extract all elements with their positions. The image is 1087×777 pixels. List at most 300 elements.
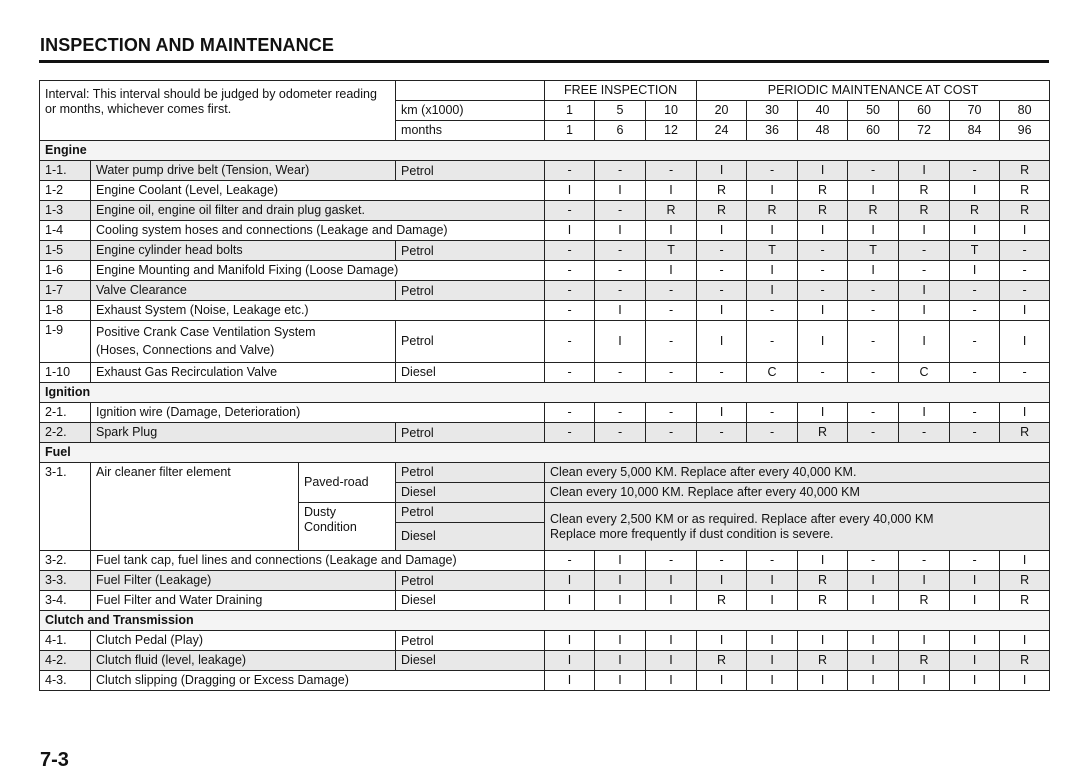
km-value: 60 xyxy=(899,101,950,121)
interval-cell: - xyxy=(950,363,1000,383)
fuel-type: Petrol xyxy=(396,281,545,301)
interval-cell: I xyxy=(595,591,646,611)
months-value: 96 xyxy=(1000,121,1050,141)
interval-cell: I xyxy=(950,671,1000,691)
interval-cell: I xyxy=(798,631,848,651)
item-number: 1-4 xyxy=(40,221,91,241)
interval-cell: I xyxy=(1000,551,1050,571)
interval-cell: R xyxy=(798,571,848,591)
item-name: Engine Coolant (Level, Leakage) xyxy=(91,181,545,201)
table-row xyxy=(40,403,1050,423)
interval-cell: - xyxy=(1000,281,1050,301)
interval-cell: I xyxy=(1000,403,1050,423)
item-name-line2: (Hoses, Connections and Valve) xyxy=(96,343,275,357)
interval-cell: - xyxy=(545,403,595,423)
interval-cell: I xyxy=(848,261,899,281)
interval-cell: I xyxy=(595,181,646,201)
interval-cell: R xyxy=(697,181,747,201)
interval-cell: I xyxy=(899,631,950,651)
interval-cell: I xyxy=(697,221,747,241)
interval-cell: I xyxy=(545,651,595,671)
page-title: INSPECTION AND MAINTENANCE xyxy=(40,35,334,55)
interval-cell: - xyxy=(545,301,595,321)
interval-cell: - xyxy=(697,363,747,383)
interval-cell: - xyxy=(798,281,848,301)
section-row-ignition xyxy=(40,383,1050,403)
km-value: 40 xyxy=(798,101,848,121)
item-number: 4-2. xyxy=(40,651,91,671)
interval-cell: - xyxy=(545,261,595,281)
interval-cell: I xyxy=(747,571,798,591)
fuel-type: Diesel xyxy=(396,483,545,503)
interval-cell: I xyxy=(595,671,646,691)
item-number: 3-2. xyxy=(40,551,91,571)
interval-cell: - xyxy=(950,301,1000,321)
interval-cell: I xyxy=(646,631,697,651)
interval-cell: - xyxy=(545,551,595,571)
item-name: Fuel tank cap, fuel lines and connections (Leakage and Damage) xyxy=(91,551,545,571)
item-number: 2-1. xyxy=(40,403,91,423)
interval-cell: - xyxy=(545,161,595,181)
interval-cell: I xyxy=(747,651,798,671)
interval-cell: R xyxy=(798,591,848,611)
interval-note-line1: Interval: This interval should be judged by odometer reading xyxy=(45,87,377,101)
item-number: 1-3 xyxy=(40,201,91,221)
interval-cell: - xyxy=(848,281,899,301)
item-number: 4-3. xyxy=(40,671,91,691)
interval-cell: - xyxy=(595,261,646,281)
item-name: Cooling system hoses and connections (Leakage and Damage) xyxy=(91,221,545,241)
interval-cell: R xyxy=(1000,651,1050,671)
interval-cell: R xyxy=(1000,571,1050,591)
interval-cell: I xyxy=(848,651,899,671)
item-number: 1-8 xyxy=(40,301,91,321)
interval-cell: C xyxy=(747,363,798,383)
item-name: Clutch slipping (Dragging or Excess Damage) xyxy=(91,671,545,691)
interval-cell: - xyxy=(950,161,1000,181)
interval-cell: I xyxy=(646,671,697,691)
interval-cell: I xyxy=(848,631,899,651)
item-name: Clutch fluid (level, leakage) xyxy=(91,651,396,671)
interval-cell: I xyxy=(595,651,646,671)
condition-dusty-line2: Condition xyxy=(304,520,357,534)
item-name: Valve Clearance xyxy=(91,281,396,301)
interval-cell: R xyxy=(1000,181,1050,201)
months-value: 24 xyxy=(697,121,747,141)
interval-cell: - xyxy=(646,161,697,181)
interval-cell: - xyxy=(646,403,697,423)
interval-cell: - xyxy=(747,321,798,363)
item-number: 1-2 xyxy=(40,181,91,201)
km-value: 5 xyxy=(595,101,646,121)
item-number: 3-1. xyxy=(40,463,91,551)
interval-cell: I xyxy=(646,221,697,241)
interval-cell: - xyxy=(747,161,798,181)
interval-cell: I xyxy=(747,281,798,301)
interval-cell: - xyxy=(899,261,950,281)
interval-cell: - xyxy=(697,551,747,571)
table-row xyxy=(40,671,1050,691)
interval-cell: R xyxy=(848,201,899,221)
months-label: months xyxy=(396,121,545,141)
interval-cell: I xyxy=(950,571,1000,591)
interval-cell: R xyxy=(798,201,848,221)
table-row xyxy=(40,181,1050,201)
item-name: Exhaust Gas Recirculation Valve xyxy=(91,363,396,383)
item-name: Spark Plug xyxy=(91,423,396,443)
interval-cell: - xyxy=(848,403,899,423)
interval-cell: - xyxy=(848,301,899,321)
interval-cell: I xyxy=(899,321,950,363)
interval-cell: - xyxy=(848,423,899,443)
interval-cell: I xyxy=(798,221,848,241)
table-row xyxy=(40,631,1050,651)
interval-cell: R xyxy=(798,651,848,671)
item-name-line1: Positive Crank Case Ventilation System xyxy=(96,325,316,339)
interval-cell: - xyxy=(646,321,697,363)
interval-cell: - xyxy=(697,423,747,443)
item-number: 3-3. xyxy=(40,571,91,591)
interval-cell: I xyxy=(1000,221,1050,241)
table-row xyxy=(40,651,1050,671)
interval-cell: I xyxy=(899,221,950,241)
dusty-note-line1: Clean every 2,500 KM or as required. Replace after every 40,000 KM xyxy=(550,511,934,526)
interval-cell: I xyxy=(1000,631,1050,651)
fuel-type: Petrol xyxy=(396,503,545,523)
interval-cell: - xyxy=(950,321,1000,363)
interval-cell: - xyxy=(545,423,595,443)
interval-cell: I xyxy=(950,651,1000,671)
interval-cell: I xyxy=(1000,321,1050,363)
interval-cell: I xyxy=(545,591,595,611)
km-value: 30 xyxy=(747,101,798,121)
interval-cell: - xyxy=(950,281,1000,301)
interval-cell: - xyxy=(646,301,697,321)
interval-cell: I xyxy=(646,181,697,201)
interval-cell: R xyxy=(899,181,950,201)
interval-cell: R xyxy=(899,591,950,611)
item-number: 4-1. xyxy=(40,631,91,651)
interval-cell: I xyxy=(595,631,646,651)
interval-cell: - xyxy=(646,281,697,301)
interval-cell: I xyxy=(950,591,1000,611)
table-row xyxy=(40,363,1050,383)
interval-cell: I xyxy=(545,181,595,201)
paved-petrol-note: Clean every 5,000 KM. Replace after every 40,000 KM. xyxy=(545,463,1050,483)
condition-dusty xyxy=(299,503,396,551)
interval-cell: I xyxy=(747,261,798,281)
fuel-type: Petrol xyxy=(396,161,545,181)
paved-diesel-note: Clean every 10,000 KM. Replace after every 40,000 KM xyxy=(545,483,1050,503)
interval-cell: R xyxy=(747,201,798,221)
interval-cell: R xyxy=(1000,201,1050,221)
interval-cell: I xyxy=(646,651,697,671)
item-number: 1-1. xyxy=(40,161,91,181)
fuel-type: Petrol xyxy=(396,423,545,443)
interval-cell: - xyxy=(1000,261,1050,281)
months-value: 12 xyxy=(646,121,697,141)
interval-cell: - xyxy=(697,241,747,261)
item-name: Engine cylinder head bolts xyxy=(91,241,396,261)
interval-cell: - xyxy=(747,301,798,321)
interval-note-line2: or months, whichever comes first. xyxy=(45,102,232,116)
condition-dusty-line1: Dusty xyxy=(304,505,336,519)
interval-cell: T xyxy=(747,241,798,261)
section-row-fuel xyxy=(40,443,1050,463)
interval-cell: I xyxy=(595,551,646,571)
periodic-maintenance-header: PERIODIC MAINTENANCE AT COST xyxy=(697,81,1050,101)
interval-cell: I xyxy=(595,221,646,241)
item-name: Clutch Pedal (Play) xyxy=(91,631,396,651)
interval-cell: - xyxy=(848,161,899,181)
item-name: Engine Mounting and Manifold Fixing (Loose Damage) xyxy=(91,261,545,281)
interval-cell: I xyxy=(1000,301,1050,321)
km-value: 10 xyxy=(646,101,697,121)
interval-cell: I xyxy=(595,321,646,363)
header-blank xyxy=(396,81,545,101)
item-name: Exhaust System (Noise, Leakage etc.) xyxy=(91,301,545,321)
km-value: 20 xyxy=(697,101,747,121)
section-label-engine: Engine xyxy=(40,141,1050,161)
fuel-type: Petrol xyxy=(396,571,545,591)
interval-cell: R xyxy=(899,201,950,221)
table-row xyxy=(40,221,1050,241)
km-value: 80 xyxy=(1000,101,1050,121)
item-number: 1-10 xyxy=(40,363,91,383)
interval-cell: I xyxy=(798,301,848,321)
interval-cell: I xyxy=(697,161,747,181)
dusty-note xyxy=(545,503,1050,551)
table-row xyxy=(40,591,1050,611)
fuel-type: Petrol xyxy=(396,631,545,651)
interval-cell: R xyxy=(899,651,950,671)
interval-cell: I xyxy=(697,301,747,321)
interval-cell: I xyxy=(899,161,950,181)
interval-cell: I xyxy=(697,571,747,591)
km-value: 1 xyxy=(545,101,595,121)
section-row-clutch xyxy=(40,611,1050,631)
interval-cell: - xyxy=(899,423,950,443)
interval-cell: I xyxy=(595,571,646,591)
months-value: 36 xyxy=(747,121,798,141)
section-label-fuel: Fuel xyxy=(40,443,1050,463)
interval-cell: I xyxy=(848,571,899,591)
interval-cell: - xyxy=(595,241,646,261)
interval-cell: - xyxy=(848,363,899,383)
interval-cell: - xyxy=(595,403,646,423)
interval-cell: I xyxy=(646,261,697,281)
interval-cell: - xyxy=(950,423,1000,443)
interval-cell: R xyxy=(697,201,747,221)
interval-cell: I xyxy=(899,671,950,691)
interval-cell: - xyxy=(697,281,747,301)
interval-cell: - xyxy=(899,551,950,571)
table-row xyxy=(40,241,1050,261)
interval-cell: I xyxy=(697,671,747,691)
interval-cell: I xyxy=(545,571,595,591)
interval-cell: I xyxy=(646,591,697,611)
interval-cell: I xyxy=(899,281,950,301)
free-inspection-header: FREE INSPECTION xyxy=(545,81,697,101)
interval-cell: - xyxy=(545,363,595,383)
interval-cell: I xyxy=(747,631,798,651)
interval-cell: - xyxy=(1000,241,1050,261)
interval-cell: I xyxy=(545,671,595,691)
interval-cell: I xyxy=(798,403,848,423)
interval-cell: I xyxy=(950,221,1000,241)
item-name: Air cleaner filter element xyxy=(91,463,299,551)
fuel-type: Petrol xyxy=(396,463,545,483)
interval-cell: - xyxy=(747,423,798,443)
interval-cell: I xyxy=(899,403,950,423)
interval-cell: R xyxy=(1000,161,1050,181)
table-row xyxy=(40,201,1050,221)
interval-cell: I xyxy=(848,671,899,691)
item-number: 2-2. xyxy=(40,423,91,443)
interval-cell: I xyxy=(950,631,1000,651)
fuel-type: Petrol xyxy=(396,321,545,363)
item-name: Ignition wire (Damage, Deterioration) xyxy=(91,403,545,423)
maintenance-schedule-table xyxy=(39,80,1050,691)
interval-cell: I xyxy=(798,671,848,691)
interval-cell: R xyxy=(950,201,1000,221)
km-label: km (x1000) xyxy=(396,101,545,121)
interval-cell: C xyxy=(899,363,950,383)
table-row xyxy=(40,301,1050,321)
air-cleaner-row-paved-petrol xyxy=(40,463,1050,483)
interval-cell: - xyxy=(848,551,899,571)
interval-cell: T xyxy=(646,241,697,261)
item-name: Fuel Filter and Water Draining xyxy=(91,591,396,611)
interval-cell: - xyxy=(646,551,697,571)
months-value: 1 xyxy=(545,121,595,141)
interval-cell: I xyxy=(848,591,899,611)
interval-cell: - xyxy=(595,423,646,443)
interval-cell: I xyxy=(950,261,1000,281)
section-row-engine xyxy=(40,141,1050,161)
interval-cell: I xyxy=(747,181,798,201)
interval-cell: - xyxy=(747,403,798,423)
table-row xyxy=(40,551,1050,571)
title-rule xyxy=(39,60,1049,63)
interval-cell: - xyxy=(595,161,646,181)
interval-cell: R xyxy=(798,181,848,201)
table-row xyxy=(40,321,1050,363)
header-row-1 xyxy=(40,81,1050,101)
interval-cell: I xyxy=(747,591,798,611)
section-label-ignition: Ignition xyxy=(40,383,1050,403)
item-name: Water pump drive belt (Tension, Wear) xyxy=(91,161,396,181)
months-value: 60 xyxy=(848,121,899,141)
interval-cell: I xyxy=(747,221,798,241)
interval-cell: R xyxy=(697,651,747,671)
item-name xyxy=(91,321,396,363)
interval-cell: I xyxy=(950,181,1000,201)
interval-cell: R xyxy=(646,201,697,221)
interval-cell: - xyxy=(798,363,848,383)
interval-cell: - xyxy=(950,403,1000,423)
interval-cell: - xyxy=(646,423,697,443)
interval-cell: I xyxy=(848,181,899,201)
fuel-type: Petrol xyxy=(396,241,545,261)
months-value: 48 xyxy=(798,121,848,141)
interval-cell: - xyxy=(595,201,646,221)
interval-cell: - xyxy=(545,201,595,221)
table-row xyxy=(40,571,1050,591)
item-name: Fuel Filter (Leakage) xyxy=(91,571,396,591)
interval-cell: R xyxy=(1000,591,1050,611)
interval-cell: - xyxy=(595,363,646,383)
interval-cell: T xyxy=(950,241,1000,261)
table-row xyxy=(40,281,1050,301)
km-value: 50 xyxy=(848,101,899,121)
fuel-type: Diesel xyxy=(396,363,545,383)
interval-cell: I xyxy=(747,671,798,691)
fuel-type: Diesel xyxy=(396,523,545,551)
interval-cell: - xyxy=(1000,363,1050,383)
item-number: 3-4. xyxy=(40,591,91,611)
interval-cell: - xyxy=(646,363,697,383)
item-number: 1-7 xyxy=(40,281,91,301)
item-name: Engine oil, engine oil filter and drain plug gasket. xyxy=(91,201,545,221)
interval-cell: - xyxy=(595,281,646,301)
interval-cell: - xyxy=(798,241,848,261)
section-label-clutch: Clutch and Transmission xyxy=(40,611,1050,631)
interval-cell: - xyxy=(545,281,595,301)
interval-cell: I xyxy=(798,551,848,571)
interval-cell: R xyxy=(1000,423,1050,443)
interval-cell: - xyxy=(697,261,747,281)
table-row xyxy=(40,161,1050,181)
item-number: 1-5 xyxy=(40,241,91,261)
interval-note xyxy=(40,81,396,141)
km-value: 70 xyxy=(950,101,1000,121)
interval-cell: I xyxy=(697,403,747,423)
item-number: 1-9 xyxy=(40,321,91,363)
interval-cell: I xyxy=(899,571,950,591)
interval-cell: R xyxy=(798,423,848,443)
months-value: 6 xyxy=(595,121,646,141)
interval-cell: I xyxy=(646,571,697,591)
interval-cell: I xyxy=(697,321,747,363)
interval-cell: - xyxy=(545,321,595,363)
interval-cell: - xyxy=(747,551,798,571)
table-row xyxy=(40,423,1050,443)
condition-paved-road: Paved-road xyxy=(299,463,396,503)
months-value: 72 xyxy=(899,121,950,141)
interval-cell: R xyxy=(697,591,747,611)
interval-cell: T xyxy=(848,241,899,261)
page-number: 7-3 xyxy=(40,749,69,771)
table-row xyxy=(40,261,1050,281)
interval-cell: - xyxy=(545,241,595,261)
interval-cell: I xyxy=(798,161,848,181)
dusty-note-line2: Replace more frequently if dust condition is severe. xyxy=(550,526,834,541)
interval-cell: I xyxy=(1000,671,1050,691)
interval-cell: I xyxy=(545,631,595,651)
fuel-type: Diesel xyxy=(396,651,545,671)
interval-cell: I xyxy=(798,321,848,363)
interval-cell: I xyxy=(545,221,595,241)
interval-cell: - xyxy=(798,261,848,281)
interval-cell: - xyxy=(899,241,950,261)
item-number: 1-6 xyxy=(40,261,91,281)
interval-cell: I xyxy=(697,631,747,651)
interval-cell: I xyxy=(848,221,899,241)
interval-cell: I xyxy=(595,301,646,321)
interval-cell: - xyxy=(950,551,1000,571)
months-value: 84 xyxy=(950,121,1000,141)
